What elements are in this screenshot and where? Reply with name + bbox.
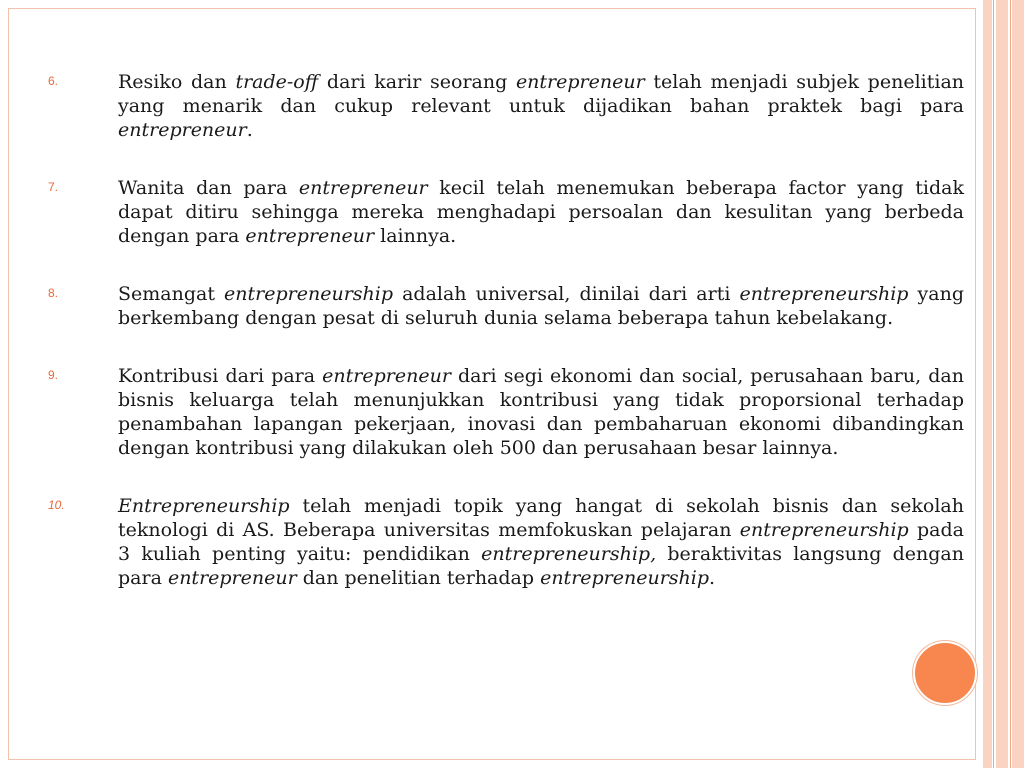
text-segment: beraktivitas langsung dengan para — [118, 543, 964, 589]
list-item — [48, 176, 964, 248]
italic-term: entrepreneurship — [739, 519, 909, 541]
list-item-text — [118, 70, 964, 142]
side-band — [1012, 0, 1024, 768]
text-segment: adalah universal, dinilai dari arti — [393, 283, 740, 305]
italic-term: entrepreneur — [515, 71, 645, 93]
italic-term: Entrepreneurship — [118, 495, 290, 517]
italic-term: entrepreneurship — [224, 283, 394, 305]
italic-term: entrepreneur — [298, 177, 428, 199]
list-item-text — [118, 364, 964, 460]
text-segment: dari karir seorang — [318, 71, 516, 93]
list-item — [48, 70, 964, 142]
italic-term: entrepreneur — [245, 225, 375, 247]
text-segment: Wanita dan para — [118, 177, 299, 199]
text-segment: telah menjadi subjek penelitian yang menarik dan cukup relevant untuk dijadikan bahan praktek bagi para — [118, 71, 965, 117]
text-segment: Kontribusi dari para — [118, 365, 323, 387]
list-number: 7. — [48, 180, 59, 194]
list-item — [48, 494, 964, 590]
list-number: 8. — [48, 286, 59, 300]
orange-circle-icon — [913, 641, 977, 705]
text-segment: kecil telah menemukan beberapa factor yang tidak dapat ditiru sehingga mereka menghadapi persoalan dan kesulitan yang berbeda dengan para — [118, 177, 964, 247]
italic-term: entrepreneur — [322, 365, 451, 387]
text-segment: lainnya. — [374, 225, 457, 247]
list-item-text — [118, 176, 964, 248]
list-item — [48, 282, 964, 330]
list-number: 6. — [48, 74, 59, 88]
side-band — [983, 0, 992, 768]
numbered-list — [48, 70, 964, 624]
text-segment: dari segi ekonomi dan social, perusahaan baru, dan bisnis keluarga telah menunjukkan kontribusi yang tidak proporsional terhadap penambahan lapangan pekerjaan, inovasi dan pembaharuan ekonomi dibandingkan dengan kontribusi yang dilakukan oleh 500 dan perusahaan besar lainnya. — [118, 365, 964, 459]
italic-term: trade-off — [235, 71, 319, 93]
text-segment: Resiko dan — [118, 71, 236, 93]
text-segment: yang berkembang dengan pesat di seluruh dunia selama beberapa tahun kebelakang. — [118, 283, 964, 329]
italic-term: entrepreneurship — [739, 283, 909, 305]
side-line — [993, 0, 994, 768]
text-segment: telah menjadi topik yang hangat di sekolah bisnis dan sekolah teknologi di AS. Beberapa universitas memfokuskan pelajaran — [118, 495, 964, 541]
italic-term: entrepreneurship — [540, 567, 710, 589]
list-item-text — [118, 282, 964, 330]
text-segment: . — [246, 119, 253, 141]
list-number: 9. — [48, 368, 59, 382]
list-item-text — [118, 494, 964, 590]
italic-term: entrepreneurship, — [481, 543, 657, 565]
list-item — [48, 364, 964, 460]
italic-term: entrepreneur — [118, 119, 247, 141]
list-number: 10. — [48, 498, 65, 512]
text-segment: . — [709, 567, 716, 589]
text-segment: dan penelitian terhadap — [296, 567, 541, 589]
italic-term: entrepreneur — [167, 567, 297, 589]
text-segment: pada 3 kuliah penting yaitu: pendidikan — [118, 519, 964, 565]
side-line — [1010, 0, 1011, 768]
side-band — [996, 0, 1008, 768]
text-segment: Semangat — [118, 283, 225, 305]
